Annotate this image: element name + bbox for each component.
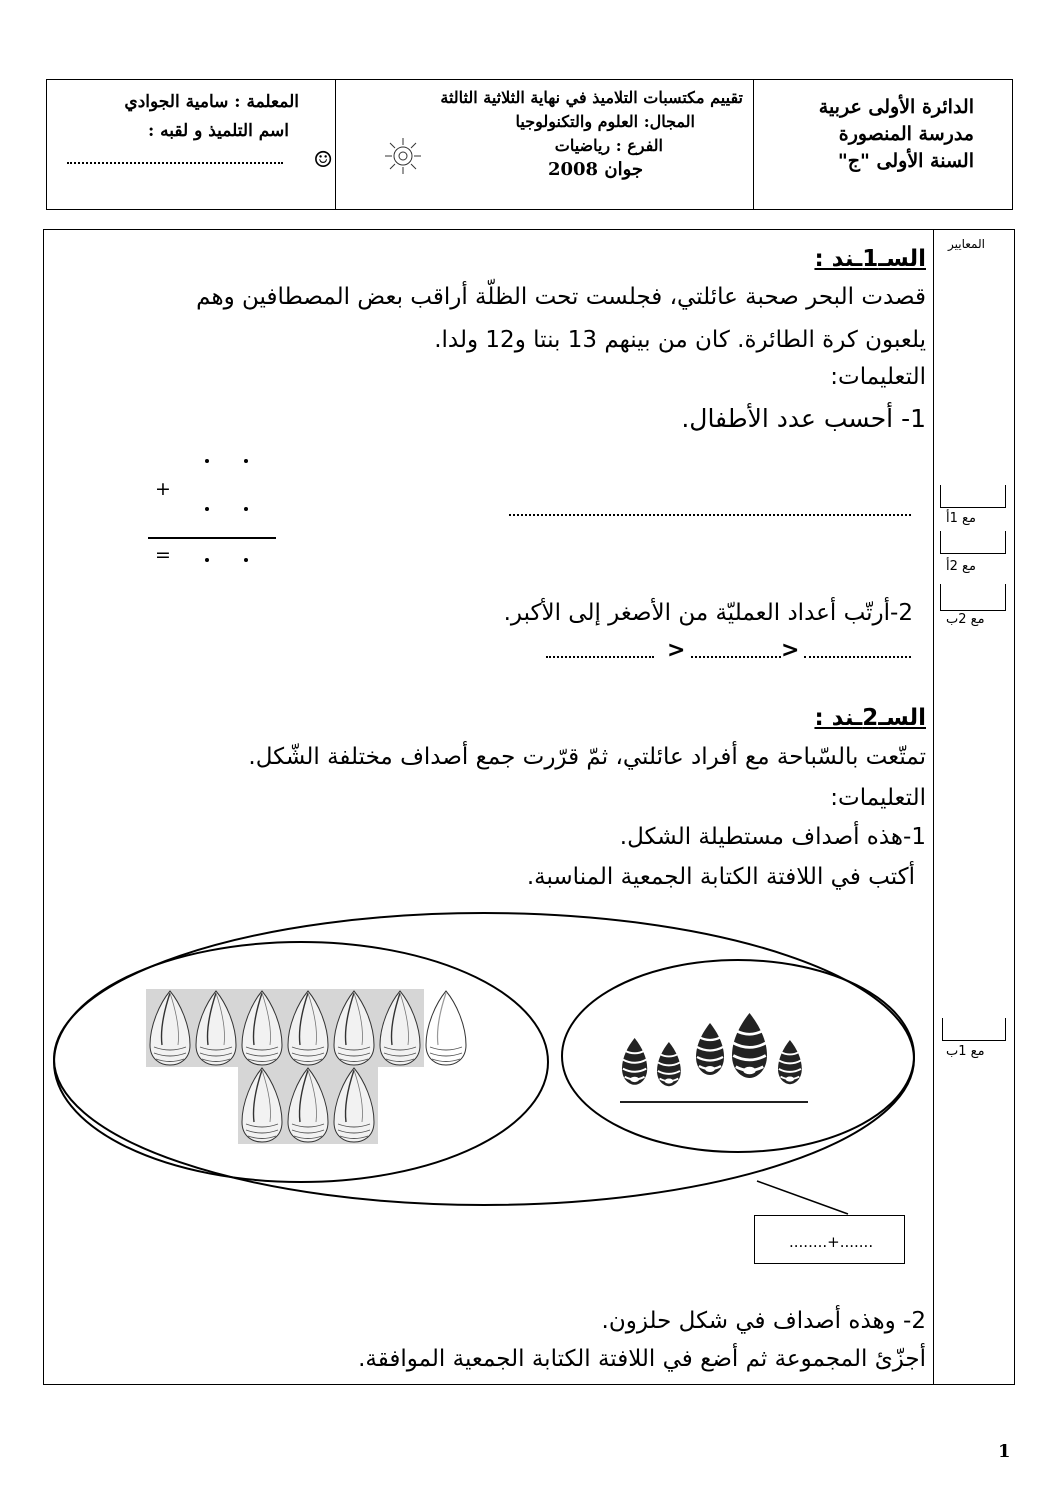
less-than-sign: > [781, 638, 800, 663]
school-class: السنة الأولى "ج" [837, 150, 974, 172]
teacher-name: المعلمة : سامية الجوادي [124, 92, 299, 112]
exam-subject: الفرع : رياضيات [554, 136, 663, 155]
page-number: 1 [998, 1441, 1011, 1462]
plus-sign: + [155, 478, 171, 500]
snail-shell-icon [732, 1013, 767, 1078]
q1-text-line1: قصدت البحر صحبة عائلتي، فجلست تحت الظلّة أراقب بعض المصطافين وهم [196, 284, 926, 310]
rectangular-shell-icon [330, 989, 378, 1067]
q2-task2a: 2- وهذه أصداف في شكل حلزون. [601, 1308, 926, 1334]
snail-shell-icon [622, 1038, 647, 1085]
criteria-heading: المعايير [948, 237, 985, 251]
q1-text-line2: يلعبون كرة الطائرة. كان من بينهم 13 بنتا و12 ولدا. [434, 327, 926, 353]
school-name: مدرسة المنصورة [838, 123, 974, 145]
rectangular-shell-icon [238, 989, 286, 1067]
rectangular-shell-icon [426, 991, 466, 1065]
rectangular-shell-icon [238, 1066, 286, 1144]
criteria-label-2b: مع 2ب [946, 612, 985, 627]
q2-title: السـ2ـند : [814, 705, 926, 731]
equals-sign: = [155, 544, 171, 566]
smiley-icon: ☺ [313, 148, 333, 173]
answer-label-box[interactable] [754, 1215, 905, 1264]
rectangular-shell-icon [284, 1066, 332, 1144]
rectangular-shell-icon [192, 989, 240, 1067]
rectangular-shell-icon [146, 989, 194, 1067]
snail-shell-icon [778, 1040, 802, 1084]
criteria-label-1b: مع 1ب [946, 1044, 985, 1059]
q2-task2b: أجزّئ المجموعة ثم أضع في اللافتة الكتابة الجمعية الموافقة. [358, 1346, 926, 1372]
rectangular-shell-icon [330, 1066, 378, 1144]
rectangular-shell-icon [284, 989, 332, 1067]
q2-task1a: 1-هذه أصداف مستطيلة الشكل. [619, 824, 926, 850]
criteria-label-1a: مع 1أ [946, 511, 976, 526]
exam-date: جوان 2008 [547, 159, 643, 180]
student-name-label: اسم التلميذ و لقبه : [147, 121, 289, 141]
q1-task1: 1- أحسب عدد الأطفال. [681, 404, 926, 433]
snail-shell-icon [696, 1023, 724, 1075]
q1-task2: 2-أرتّب أعداد العمليّة من الأصغر إلى الأكبر. [503, 600, 913, 626]
q1-title: السـ1ـند : [814, 246, 926, 272]
q2-task1b: أكتب في اللافتة الكتابة الجمعية المناسبة. [526, 864, 915, 890]
exam-title: تقييم مكتسبات التلاميذ في نهاية الثلاثية الثالثة [440, 88, 743, 107]
q1-instructions-label: التعليمات: [830, 364, 926, 390]
q2-text-line1: تمتّعت بالسّباحة مع أفراد عائلتي، ثمّ قرّرت جمع أصداف مختلفة الشّكل. [248, 744, 926, 770]
school-district: الدائرة الأولى عربية [818, 96, 974, 118]
q2-instructions-label: التعليمات: [830, 785, 926, 811]
criteria-label-2a: مع 2أ [946, 559, 976, 574]
exam-domain: المجال: العلوم والتكنولوجيا [515, 112, 695, 131]
snail-shell-icon [657, 1042, 681, 1086]
answer-label-text: ........+....... [789, 1233, 874, 1251]
less-than-sign: > [667, 638, 686, 663]
rectangular-shell-icon [376, 989, 424, 1067]
